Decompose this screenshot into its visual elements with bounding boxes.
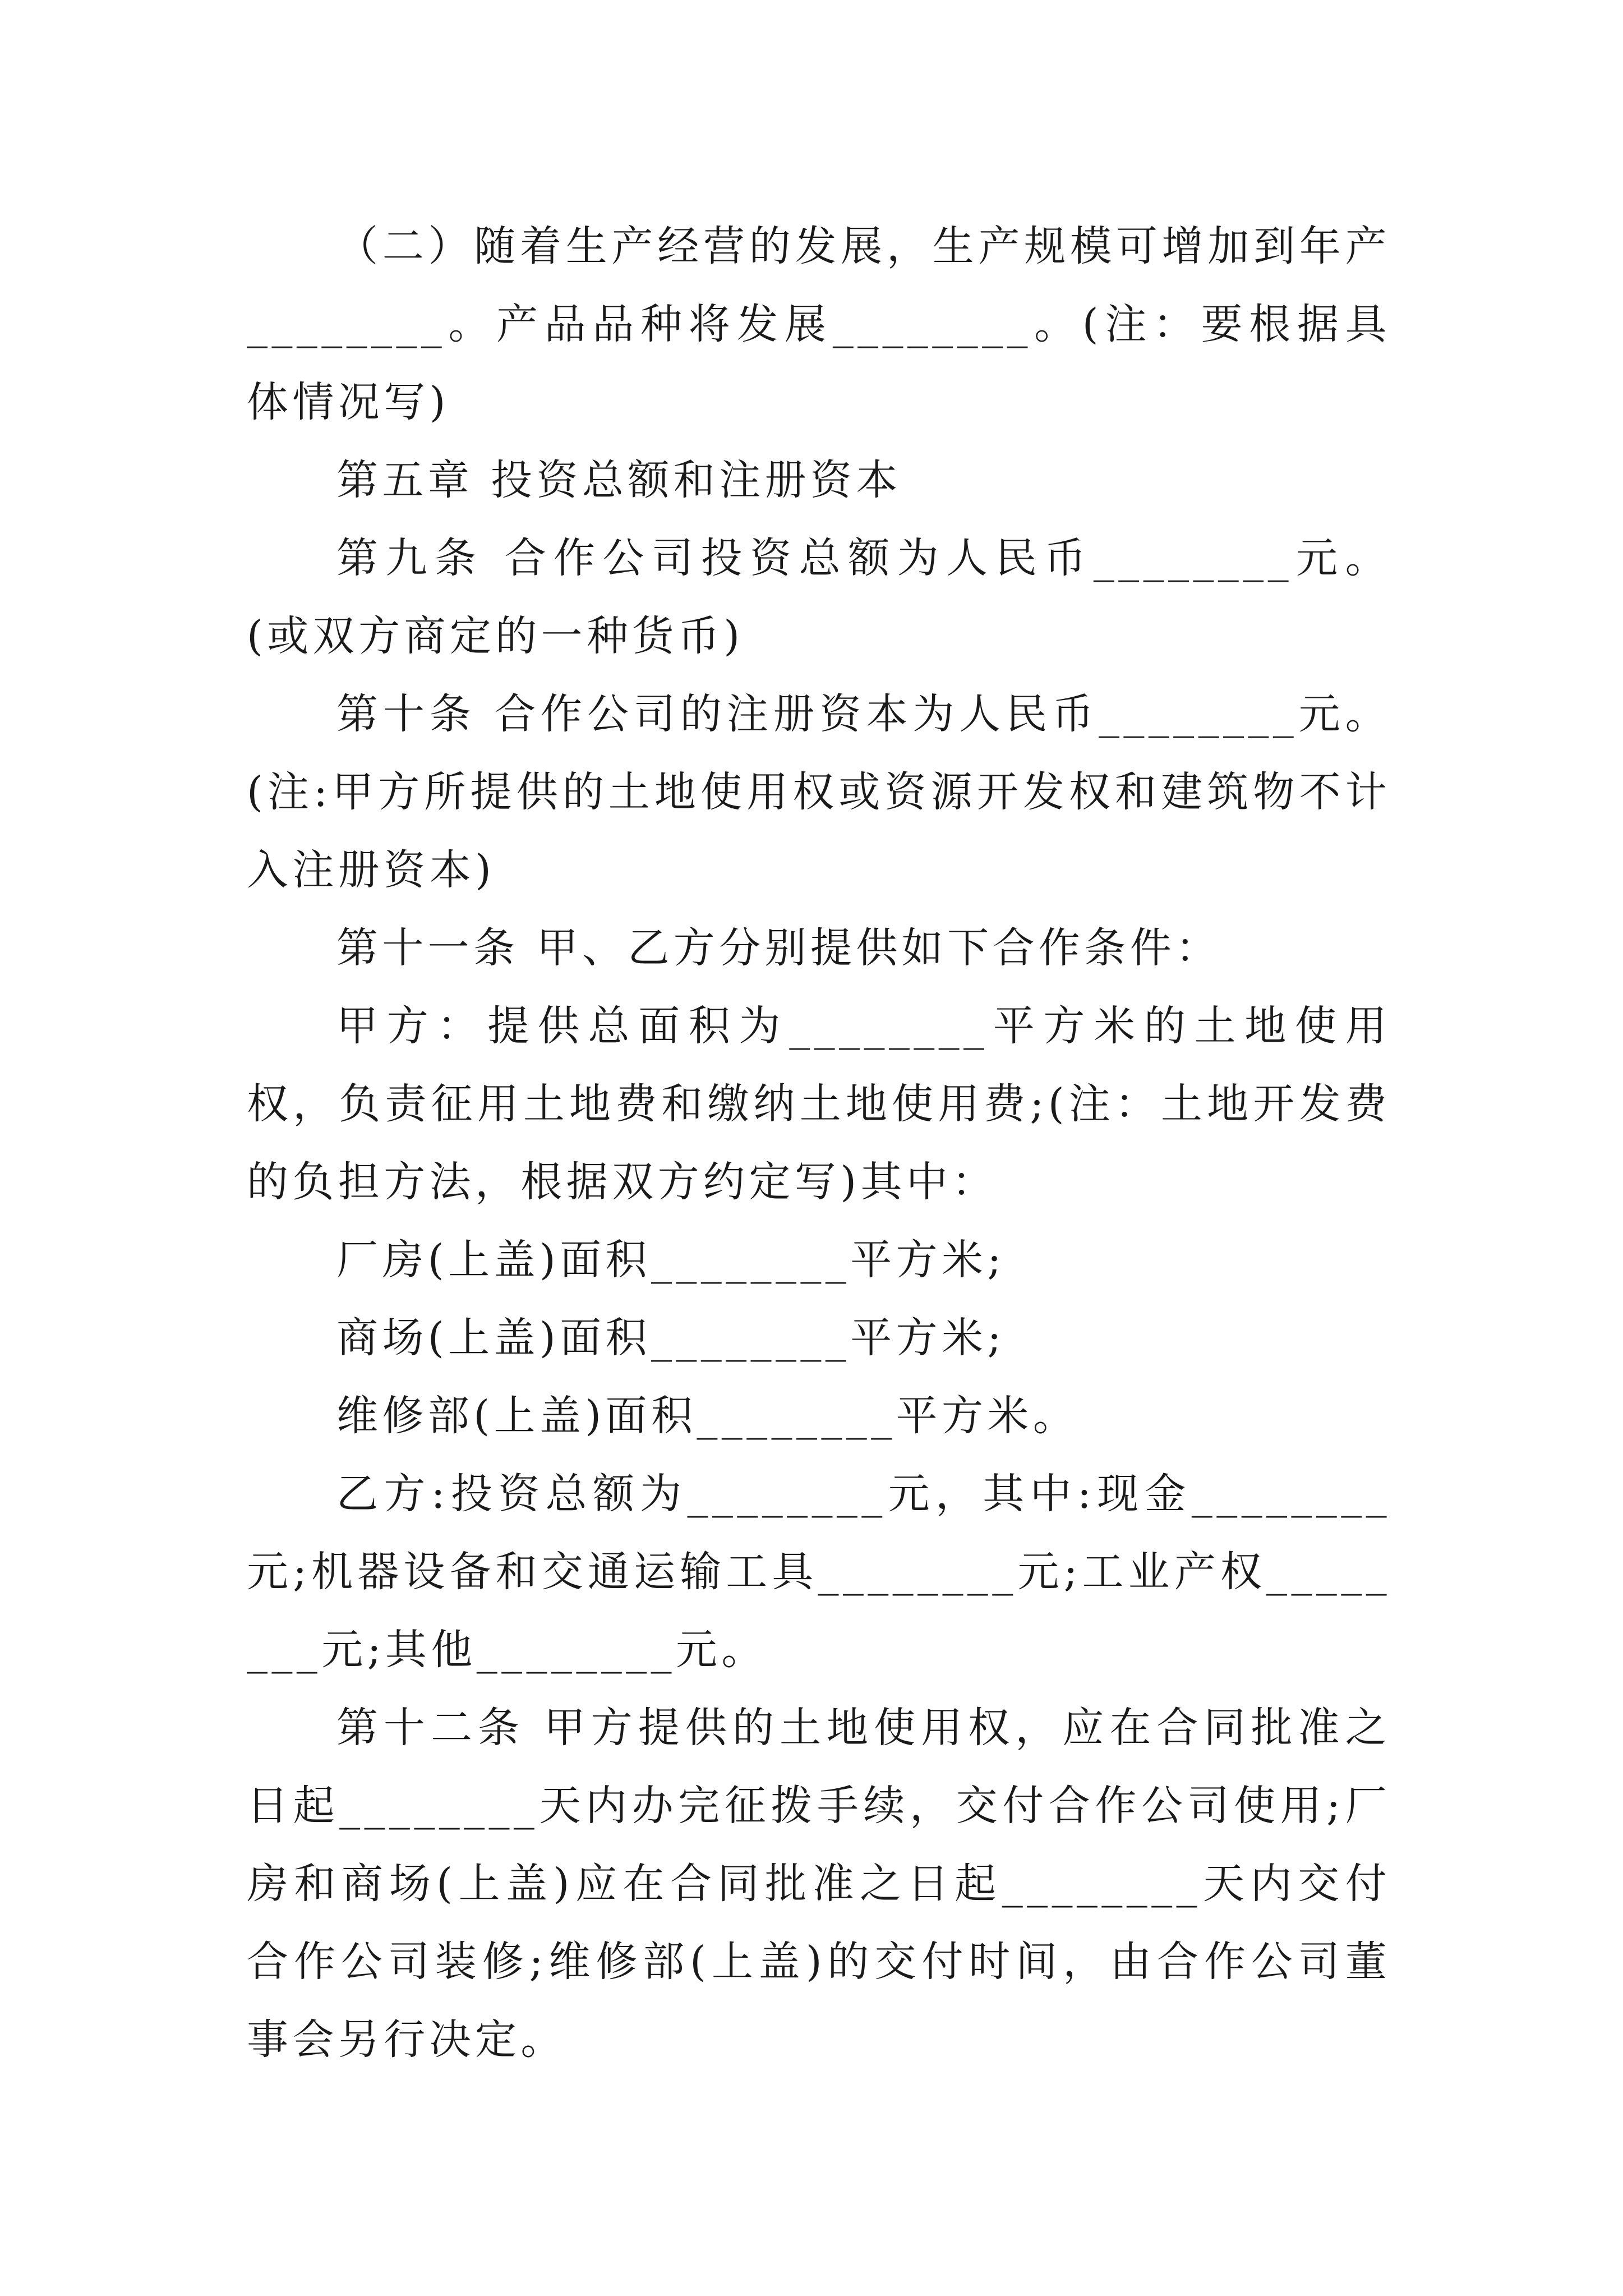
party-b-conditions: 乙方:投资总额为________元，其中:现金________元;机器设备和交通运输工具________元;工业产权________元;其他________元。 <box>247 1470 1391 1674</box>
article-11: 第十一条 甲、乙方分别提供如下合作条件： <box>336 924 1221 972</box>
party-a-conditions: 甲方：提供总面积为________平方米的土地使用权，负责征用土地费和缴纳土地使用费;(注：土地开发费的负担方法，根据双方约定写)其中： <box>247 1002 1391 1206</box>
repair-area: 维修部(上盖)面积________平方米。 <box>336 1392 1079 1440</box>
chapter-heading: 第五章 投资总额和注册资本 <box>336 456 902 504</box>
article-9: 第九条 合作公司投资总额为人民币________元。(或双方商定的一种货币) <box>247 534 1391 660</box>
mall-area: 商场(上盖)面积________平方米; <box>336 1314 1006 1362</box>
article-10: 第十条 合作公司的注册资本为人民币________元。(注:甲方所提供的土地使用权或资源开发权和建筑物不计入注册资本) <box>247 690 1391 894</box>
document-body <box>247 208 1391 2079</box>
article-12: 第十二条 甲方提供的土地使用权，应在合同批准之日起________天内办完征拨手续，交付合作公司使用;厂房和商场(上盖)应在合同批准之日起________天内交付合作公司装修;维修部(上盖)的交付时间，由合作公司董事会另行决定。 <box>247 1704 1391 2064</box>
paragraph-production-scale: （二）随着生产经营的发展，生产规模可增加到年产________。产品品种将发展________。(注：要根据具体情况写) <box>247 222 1391 426</box>
factory-area: 厂房(上盖)面积________平方米; <box>336 1236 1006 1284</box>
